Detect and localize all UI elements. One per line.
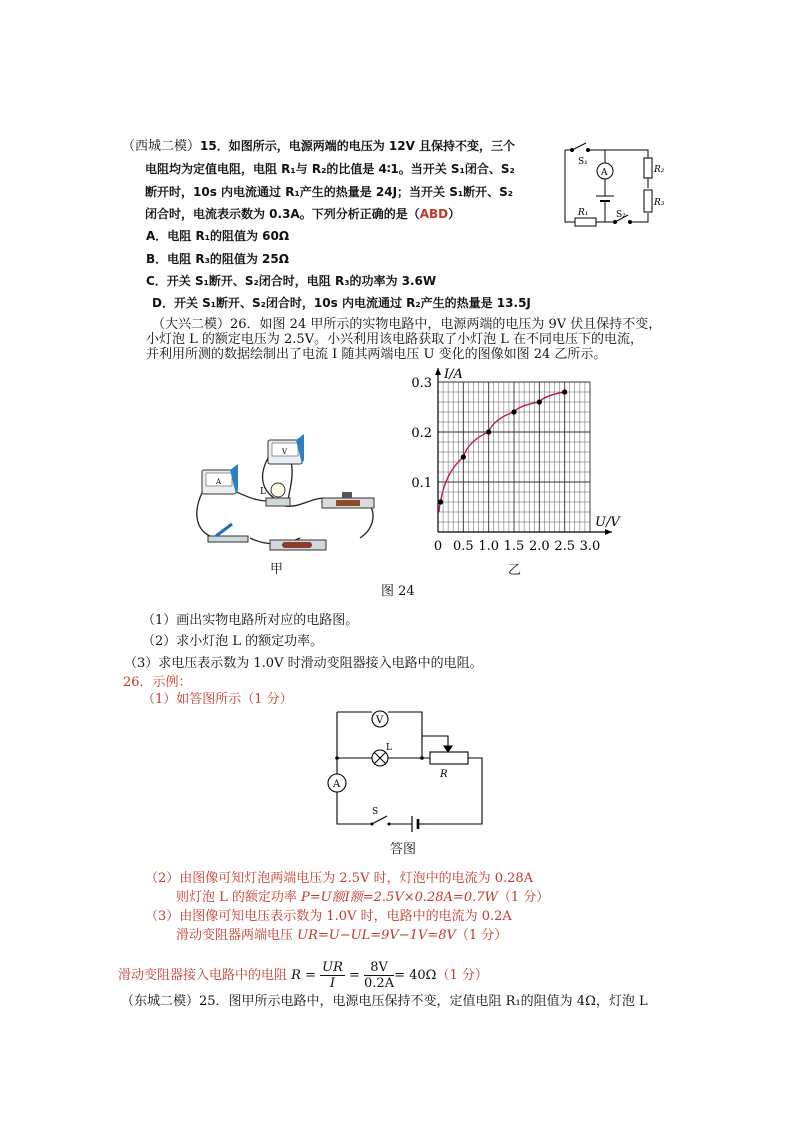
answer-fraction-1-den: I <box>329 976 336 991</box>
answer-circuit-diagram <box>322 708 492 833</box>
q26-photo-voltmeter <box>268 434 304 464</box>
y-axis-arrow <box>435 368 441 375</box>
q26-photo-ammeter-label: A <box>216 478 222 486</box>
q26-figure-caption: 图 24 <box>381 584 415 599</box>
q15-source-tag: （西城二模） <box>122 139 201 154</box>
x-tick-label: 2.0 <box>528 539 550 554</box>
x-tick-label: 3.0 <box>579 539 601 554</box>
x-tick-label: 1.0 <box>478 539 500 554</box>
q26-photo-lamp-label: L <box>260 487 266 497</box>
answer-3-text: 滑动变阻器两端电压 <box>176 928 298 943</box>
answer-fraction-1-num: UR <box>322 960 343 975</box>
data-point <box>461 454 466 459</box>
q15-circuit-diagram <box>560 138 670 233</box>
q26-photo-battery <box>270 540 326 550</box>
q15-r3-label: R₃ <box>654 198 665 208</box>
data-point <box>511 409 516 414</box>
q15-ammeter-label: A <box>601 168 608 178</box>
x-tick-label: 2.5 <box>554 539 576 554</box>
x-tick-label: 1.5 <box>503 539 525 554</box>
q15-option-c: C．开关 S₁断开、S₂闭合时，电阻 R₃的功率为 3.6W <box>146 274 437 288</box>
answer-3-score: （1 分） <box>455 928 508 943</box>
answer-2-score: （1 分） <box>497 890 550 905</box>
y-tick-label: 0.1 <box>411 476 432 491</box>
data-point <box>486 429 491 434</box>
answer-rheostat-label: R <box>440 769 448 780</box>
q26-photo-voltmeter-label: V <box>282 448 288 456</box>
answer-fraction-1 <box>320 960 345 991</box>
q26-photo-ammeter <box>202 464 238 494</box>
q26-question-3: （3）求电压表示数为 1.0V 时滑动变阻器接入电路中的电阻。 <box>124 656 483 671</box>
answer-fraction-2-den: 0.2A <box>364 976 395 991</box>
answer-fraction-2 <box>364 960 394 991</box>
answer-2-text: 则灯泡 L 的额定功率 <box>176 890 302 905</box>
answer-2-formula: P=U额I额=2.5V×0.28A=0.7W <box>301 890 498 905</box>
q15-stem-4-end: ） <box>448 207 461 221</box>
q26-graph-label: 乙 <box>508 563 522 578</box>
answer-ammeter-label: A <box>333 779 341 790</box>
y-tick-label: 0.3 <box>411 376 432 391</box>
x-axis-label: U/V <box>595 515 620 530</box>
q15-answer: ABD <box>419 207 449 221</box>
answer-2-line1: （2）由图像可知灯泡两端电压为 2.5V 时，灯泡中的电流为 0.28A <box>145 871 534 886</box>
y-axis-label: I/A <box>444 367 463 382</box>
q26-photo-label: 甲 <box>270 562 284 577</box>
answer-3-line3-score: （1 分） <box>436 968 488 983</box>
answer-result: = 40Ω <box>394 968 437 983</box>
x-tick-label: 0.5 <box>452 539 474 554</box>
q15-s2-label: S₂ <box>616 210 626 220</box>
answer-fraction-2-num: 8V <box>364 960 394 976</box>
q15-stem-1: 15．如图所示，电源两端的电压为 12V 且保持不变，三个 <box>200 139 516 153</box>
answer-3-line3: 滑动变阻器接入电路中的电阻 R = $\frac{UR}{I}$ = $\frac{8V}{0.2A}$ = 40Ω（1 分） <box>118 960 488 991</box>
q15-line4 <box>145 205 460 223</box>
answer-switch-label: S <box>372 807 379 817</box>
answer-3-line3-text: 滑动变阻器接入电路中的电阻 <box>118 968 292 983</box>
q26-photo-rheostat <box>322 492 374 508</box>
q26-question-2: （2）求小灯泡 L 的额定功率。 <box>142 634 324 649</box>
answer-diagram-caption: 答图 <box>390 842 417 857</box>
q15-stem-4: 闭合时，电流表示数为 0.3A。下列分析正确的是（ <box>145 207 420 221</box>
answer-title: 26．示例： <box>123 675 192 690</box>
q26-photo-lamp <box>260 483 290 506</box>
q26-line3: 并利用所测的数据绘制出了电流 I 随其两端电压 U 变化的图像如图 24 乙所示。 <box>146 347 607 362</box>
q15-option-a: A．电阻 R₁的阻值为 60Ω <box>146 229 290 243</box>
answer-2-line2 <box>176 889 549 907</box>
data-point <box>562 389 567 394</box>
q26-physical-circuit-photo <box>190 428 390 568</box>
q15-line2: 电阻均为定值电阻，电阻 R₁与 R₂的比值是 4∶1。当开关 S₁闭合、S₂ <box>145 162 515 176</box>
q26-line1: （大兴二模）26．如图 24 甲所示的实物电路中，电源两端的电压为 9V 伏且保持不变， <box>152 317 662 332</box>
q26-question-1: （1）画出实物电路所对应的电路图。 <box>142 613 359 628</box>
q15-line1 <box>122 137 515 156</box>
answer-3-line1: （3）由图像可知电压表示数为 1.0V 时，电路中的电流为 0.2A <box>145 909 512 924</box>
answer-lamp-label: L <box>386 743 392 753</box>
q15-line3: 断开时，10s 内电流通过 R₁产生的热量是 24J；当开关 S₁断开、S₂ <box>145 185 514 199</box>
q26-line2: 小灯泡 L 的额定电压为 2.5V。小兴利用该电路获取了小灯泡 L 在不同电压下的电流， <box>146 332 643 347</box>
q15-r2-label: R₂ <box>654 165 665 175</box>
q15-s1-label: S₁ <box>578 157 588 167</box>
data-point <box>537 399 542 404</box>
answer-3-formula: UR=U−UL=9V−1V=8V <box>297 928 456 943</box>
q26-iv-graph <box>405 362 630 572</box>
data-point <box>438 499 443 504</box>
q15-option-d: D．开关 S₁断开、S₂闭合时，10s 内电流通过 R₂产生的热量是 13.5J <box>152 296 531 310</box>
q15-option-b: B．电阻 R₃的阻值为 25Ω <box>146 252 289 266</box>
answer-3-line2 <box>176 927 507 945</box>
q15-r1-label: R₁ <box>578 208 589 218</box>
q26-photo-switch <box>208 524 248 542</box>
q25-line1: （东城二模）25．图甲所示电路中，电源电压保持不变，定值电阻 R₁的阻值为 4Ω，灯泡 L <box>121 994 648 1009</box>
answer-1: （1）如答图所示（1 分） <box>142 692 293 707</box>
answer-voltmeter-label: V <box>376 715 384 726</box>
x-tick-label: 0 <box>433 539 443 554</box>
y-tick-label: 0.2 <box>411 426 432 441</box>
